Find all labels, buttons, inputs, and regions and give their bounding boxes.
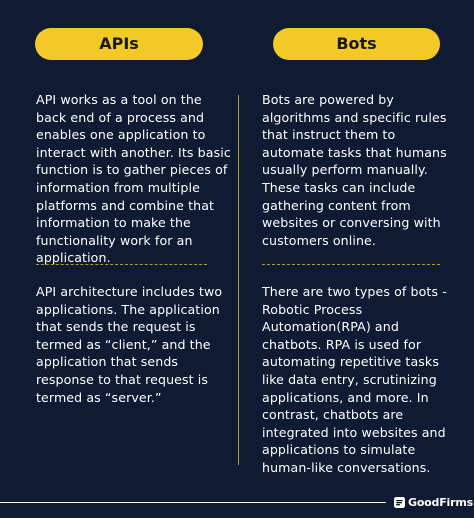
goodfirms-brand [394,494,473,510]
right-dashed-divider [262,264,440,265]
bots-header: Bots [273,28,440,60]
bots-description: Bots are powered by algorithms and specific rules that instruct them to automate tasks that humans usually perform manually. These tasks can include gathering content from websites or conversing with customers online. [262,92,447,248]
left-dashed-divider [36,264,207,265]
bots-types: There are two types of bots - Robotic Process Automation(RPA) and chatbots. RPA is used for automating repetitive tasks like data entry, scrutinizing applications, and more. In contrast, chatbots are integrated into websites and applications to simulate human-like conversations. [262,284,447,475]
apis-description: API works as a tool on the back end of a process and enables one application to interact with another. Its basic function is to gather pieces of information from multiple platforms and combine that information to make the functionality work for an application. [36,92,231,266]
footer-line [0,502,386,503]
apis-architecture: API architecture includes two applications. The application that sends the request is termed as “client,” and the application that sends response to that request is termed as “server.” [36,284,223,405]
apis-header: APIs [35,28,203,60]
column-divider [238,95,239,465]
brand-name: GoodFirms [408,495,473,509]
goodfirms-logo-icon [394,497,405,508]
